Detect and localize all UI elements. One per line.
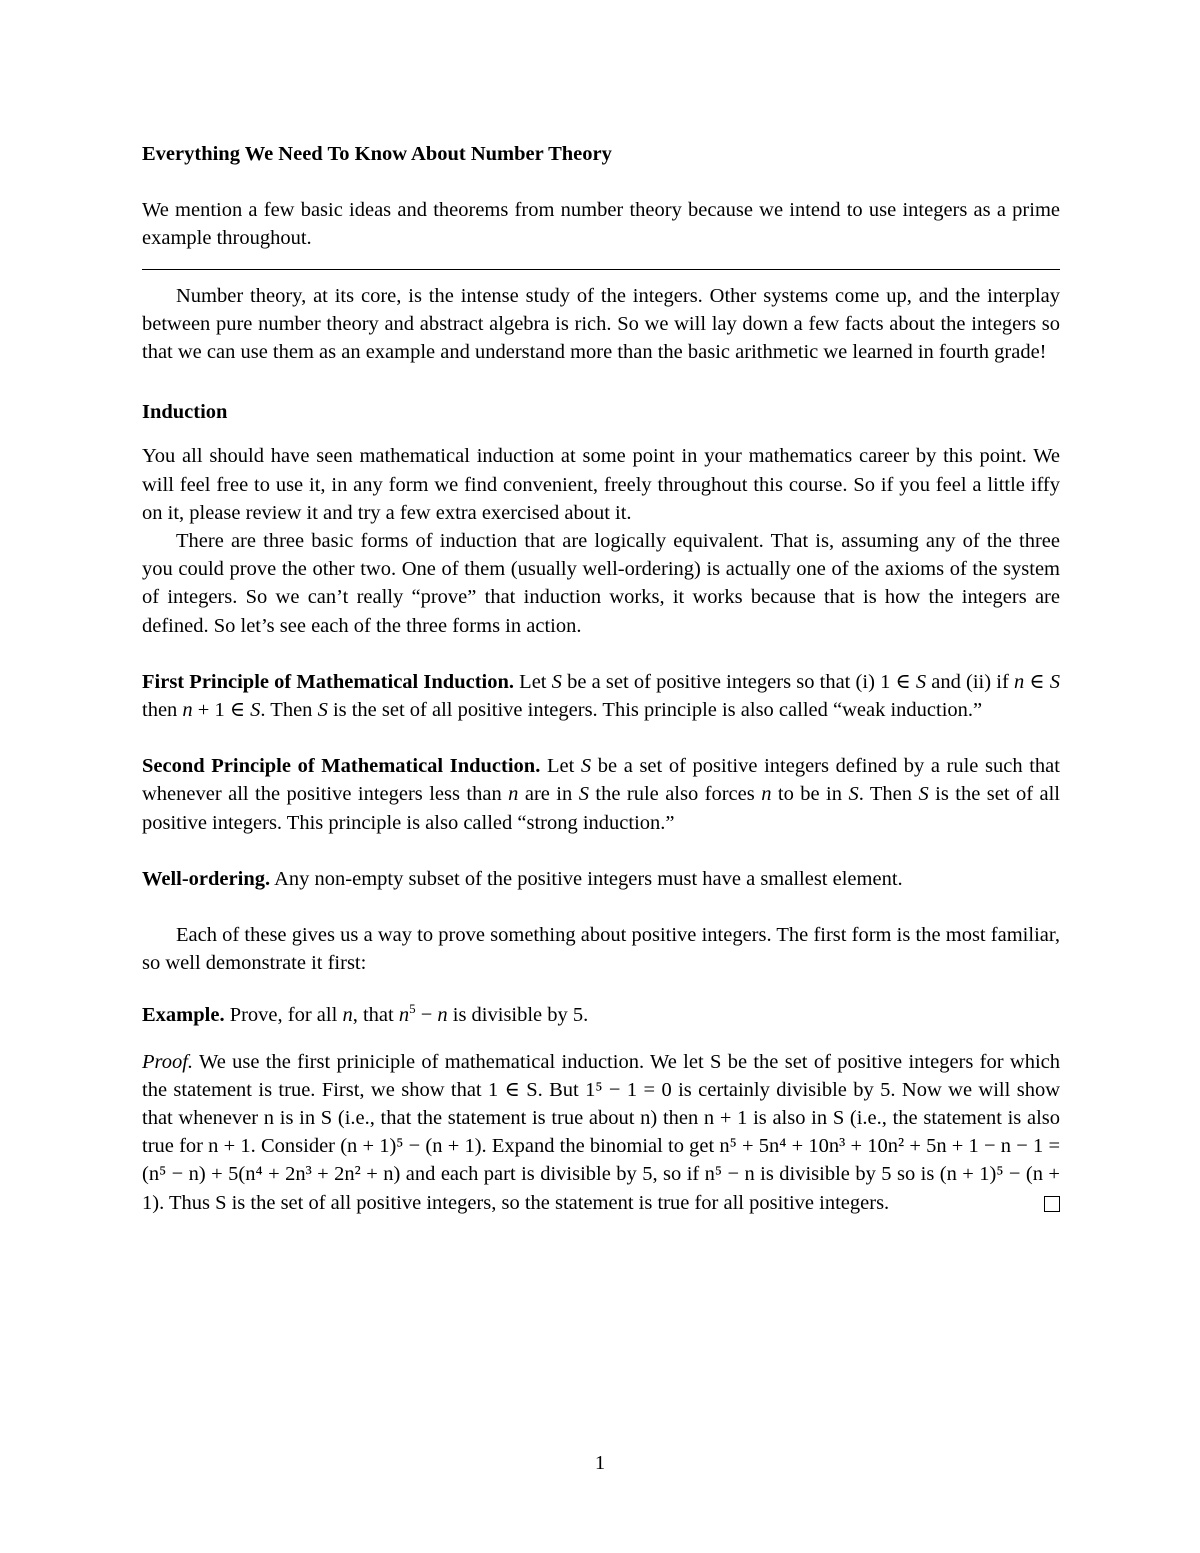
proof-text: We use the first priniciple of mathematical induction. We let S be the set of positive integers for which the statement is true. First, we show that 1 ∈ S. But 1⁵ − 1 = 0 is certainly divisible by 5. Now we will show that whenever n is in S (i.e., that the statement is true about n) then n + 1 is also in S (i.e., the statement is also true for n + 1. Consider (n + 1)⁵ − (n + 1). Expand the binomial to get n⁵ + 5n⁴ + 10n³ + 10n² + 5n + 1 − n − 1 = (n⁵ − n) + 5(n⁴ + 2n³ + 2n² + n) and each part is divisible by 5, so if n⁵ − n is divisible by 5 so is (n + 1)⁵ − (n + 1). Thus S is the set of all positive integers, so the statement is true for all positive integers. (142, 1050, 1060, 1214)
proof-label: Proof. (142, 1050, 194, 1073)
example: Example. Prove, for all n, that $n^5 - n$ is divisible by 5. (142, 1001, 589, 1027)
second-principle-label: Second Principle of Mathematical Induction. (142, 755, 541, 778)
proof (142, 1048, 1060, 1217)
second-principle: Second Principle of Mathematical Induction. Let S be a set of positive integers defined by a rule such that whenever all the positive integers less than n are in S the rule also forces n to be in S. Then S is the set of all positive integers. This principle is also called “strong induction.” (142, 755, 1060, 834)
page-number: 1 (594, 1452, 606, 1474)
first-principle-label: First Principle of Mathematical Induction. (142, 670, 514, 693)
forms-paragraph: Each of these gives us a way to prove something about positive integers. The first form is the most familiar, so well demonstrate it first: (142, 924, 1060, 975)
intro-paragraph: We mention a few basic ideas and theorems from number theory because we intend to use integers as a prime example throughout. (142, 199, 1060, 250)
well-ordering: Well-ordering. Any non-empty subset of the positive integers must have a smallest element. (142, 867, 903, 890)
induction-heading: Induction (142, 401, 228, 424)
example-label: Example. (142, 1004, 225, 1027)
induction-paragraph-2: There are three basic forms of induction that are logically equivalent. That is, assuming any of the three you could prove the other two. One of them (usually well-ordering) is actually one of the axioms of the system of integers. So we can’t really “prove” that induction works, it works because that is how the integers are defined. So let’s see each of the three forms in action. (142, 530, 1060, 637)
document-page (142, 140, 1060, 1217)
well-ordering-label: Well-ordering. (142, 867, 271, 890)
number-theory-paragraph: Number theory, at its core, is the intense study of the integers. Other systems come up, and the interplay between pure number theory and abstract algebra is rich. So we will lay down a few facts about the integers so that we can use them as an example and understand more than the basic arithmetic we learned in fourth grade! (142, 284, 1060, 364)
induction-paragraph-1: You all should have seen mathematical induction at some point in your mathematics career by this point. We will feel free to use it, in any form we find convenient, freely throughout this course. So if you feel a little iffy on it, please review it and try a few extra exercised about it. (142, 445, 1060, 524)
first-principle: First Principle of Mathematical Induction. Let S be a set of positive integers so that (i) 1 ∈ S and (ii) if n ∈ S then n + 1 ∈ S. Then S is the set of all positive integers. This principle is also called “weak induction.” (142, 670, 1060, 722)
page-title: Everything We Need To Know About Number Theory (142, 143, 612, 165)
qed-square-icon (1044, 1196, 1060, 1212)
